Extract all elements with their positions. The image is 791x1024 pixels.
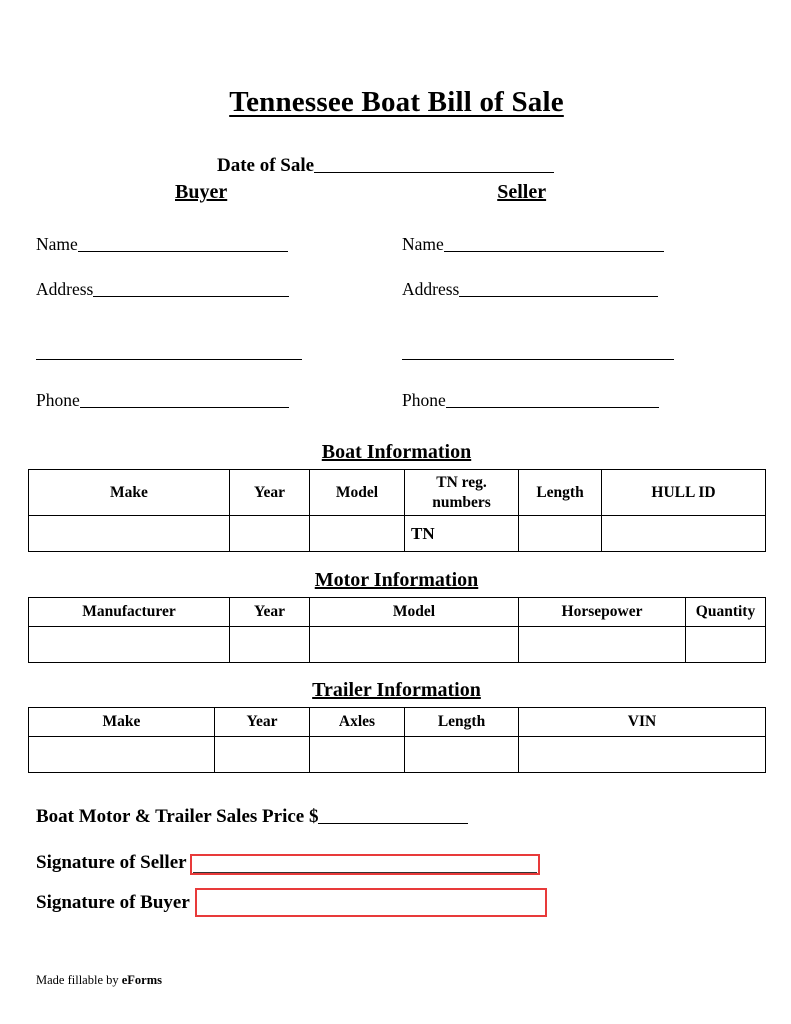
sales-price-row xyxy=(28,806,765,828)
seller-name-label: Name xyxy=(402,234,444,254)
seller-signature-row xyxy=(28,852,765,875)
buyer-phone-input[interactable] xyxy=(80,406,289,408)
boat-year-input[interactable] xyxy=(230,516,310,552)
trailer-header-axles: Axles xyxy=(310,708,405,737)
seller-address-input[interactable] xyxy=(459,295,658,297)
date-of-sale-input[interactable] xyxy=(314,171,554,173)
party-fields xyxy=(28,234,765,411)
motor-data-row xyxy=(29,627,766,663)
date-of-sale-label: Date of Sale xyxy=(217,155,315,176)
motor-year-input[interactable] xyxy=(230,627,310,663)
trailer-length-input[interactable] xyxy=(405,737,519,773)
phone-row xyxy=(28,390,765,411)
date-of-sale-row xyxy=(28,155,765,177)
page-title-text: Tennessee Boat Bill of Sale xyxy=(229,86,564,118)
boat-header-year: Year xyxy=(230,470,310,516)
seller-phone-label: Phone xyxy=(402,390,446,410)
buyer-name-label: Name xyxy=(36,234,78,254)
trailer-axles-input[interactable] xyxy=(310,737,405,773)
motor-model-input[interactable] xyxy=(310,627,519,663)
buyer-name-cell xyxy=(28,234,402,255)
sales-price-label: Boat Motor & Trailer Sales Price $ xyxy=(36,806,319,827)
footer xyxy=(28,973,765,988)
trailer-section-title: Trailer Information xyxy=(312,679,481,701)
buyer-address-label: Address xyxy=(36,279,94,299)
buyer-signature-label: Signature of Buyer xyxy=(36,892,190,913)
seller-phone-cell xyxy=(402,390,765,411)
motor-quantity-input[interactable] xyxy=(686,627,766,663)
address-continuation-row xyxy=(28,342,765,363)
trailer-header-row xyxy=(29,708,766,737)
boat-data-row xyxy=(29,516,766,552)
boat-header-length: Length xyxy=(519,470,602,516)
name-row xyxy=(28,234,765,255)
trailer-make-input[interactable] xyxy=(29,737,215,773)
boat-make-input[interactable] xyxy=(29,516,230,552)
seller-name-input[interactable] xyxy=(444,250,664,252)
seller-name-cell xyxy=(402,234,765,255)
page-title xyxy=(28,86,765,119)
motor-header-row xyxy=(29,598,766,627)
sales-price-input[interactable] xyxy=(318,822,468,824)
seller-signature-box[interactable] xyxy=(190,854,540,875)
trailer-data-row xyxy=(29,737,766,773)
buyer-signature-box[interactable] xyxy=(195,888,547,917)
seller-address-cell xyxy=(402,279,765,300)
buyer-name-input[interactable] xyxy=(78,250,288,252)
boat-table xyxy=(28,469,766,552)
boat-section-title: Boat Information xyxy=(321,441,472,463)
address-row xyxy=(28,279,765,300)
seller-signature-line xyxy=(193,872,537,873)
boat-header-tn-reg-numbers: TN reg. numbers xyxy=(405,470,519,516)
seller-address-label: Address xyxy=(402,279,460,299)
boat-header-model: Model xyxy=(310,470,405,516)
motor-header-manufacturer: Manufacturer xyxy=(29,598,230,627)
trailer-header-vin: VIN xyxy=(519,708,766,737)
boat-model-input[interactable] xyxy=(310,516,405,552)
motor-header-year: Year xyxy=(230,598,310,627)
trailer-header-length: Length xyxy=(405,708,519,737)
motor-header-horsepower: Horsepower xyxy=(519,598,686,627)
trailer-year-input[interactable] xyxy=(215,737,310,773)
buyer-signature-row xyxy=(28,892,765,917)
buyer-address2-cell xyxy=(28,342,402,363)
seller-address2-cell xyxy=(402,342,765,363)
seller-signature-label: Signature of Seller xyxy=(36,852,187,873)
buyer-column-header: Buyer xyxy=(175,181,228,203)
buyer-address-input[interactable] xyxy=(93,295,289,297)
trailer-header-year: Year xyxy=(215,708,310,737)
seller-column-header: Seller xyxy=(497,181,547,203)
footer-prefix: Made fillable by xyxy=(36,973,122,987)
seller-phone-input[interactable] xyxy=(446,406,659,408)
trailer-vin-input[interactable] xyxy=(519,737,766,773)
trailer-table xyxy=(28,707,766,773)
boat-header-row xyxy=(29,470,766,516)
boat-header-hull-id: HULL ID xyxy=(602,470,766,516)
motor-header-quantity: Quantity xyxy=(686,598,766,627)
motor-section-title: Motor Information xyxy=(314,569,479,591)
buyer-phone-label: Phone xyxy=(36,390,80,410)
motor-table xyxy=(28,597,766,663)
party-headers-row xyxy=(28,181,765,204)
motor-horsepower-input[interactable] xyxy=(519,627,686,663)
motor-header-model: Model xyxy=(310,598,519,627)
boat-header-make: Make xyxy=(29,470,230,516)
buyer-address-cell xyxy=(28,279,402,300)
boat-length-input[interactable] xyxy=(519,516,602,552)
form-content xyxy=(28,0,765,988)
boat-tn-reg-input[interactable]: TN xyxy=(405,516,519,552)
seller-address2-input[interactable] xyxy=(402,358,674,360)
buyer-address2-input[interactable] xyxy=(36,358,302,360)
footer-brand: eForms xyxy=(121,973,163,987)
trailer-header-make: Make xyxy=(29,708,215,737)
boat-hull-id-input[interactable] xyxy=(602,516,766,552)
motor-manufacturer-input[interactable] xyxy=(29,627,230,663)
buyer-phone-cell xyxy=(28,390,402,411)
